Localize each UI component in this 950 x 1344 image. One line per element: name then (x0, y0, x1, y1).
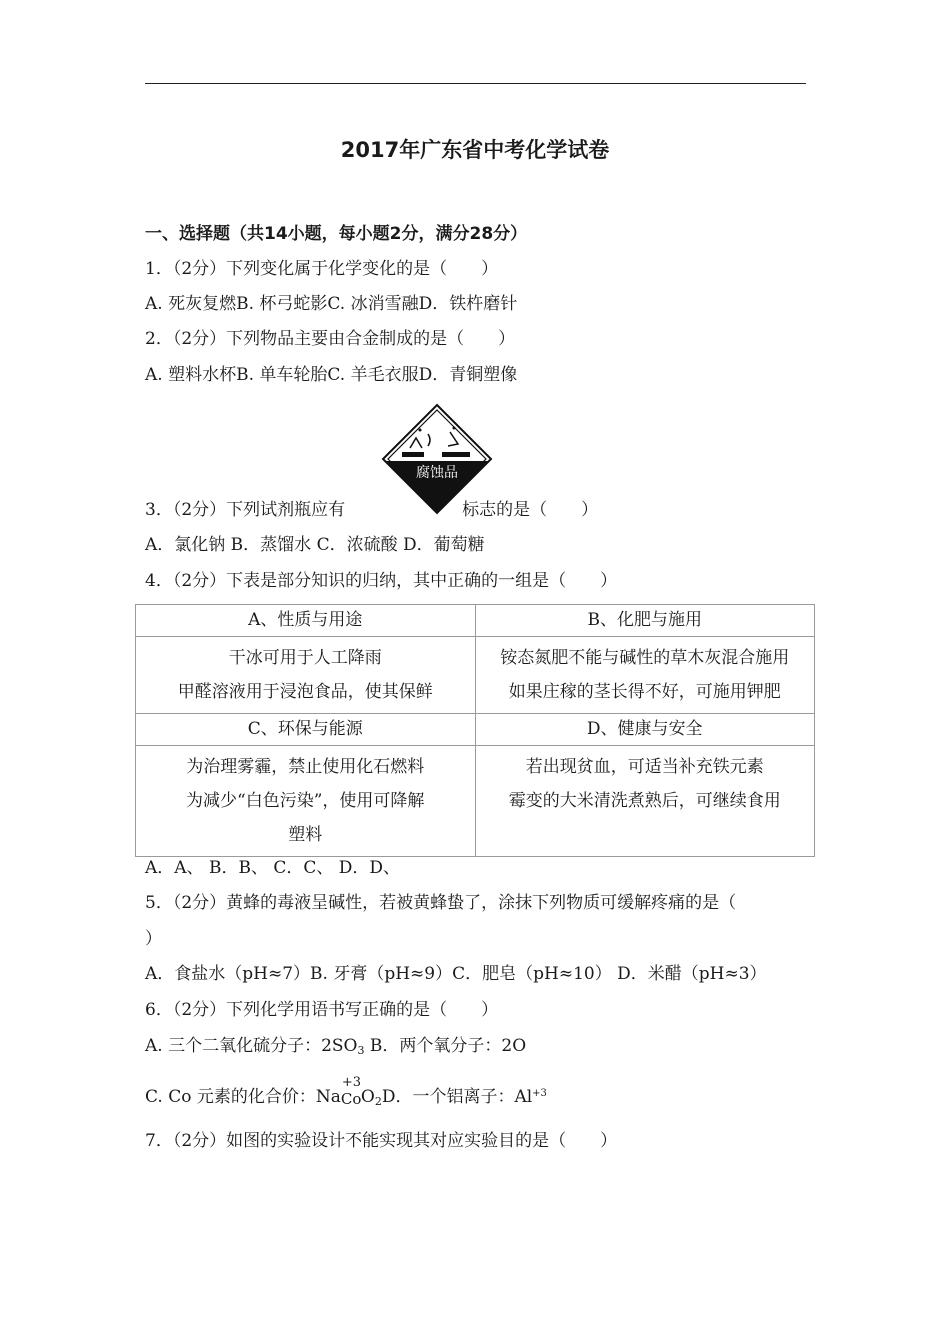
table-cell-c (136, 746, 476, 857)
table-head-d: D、健康与安全 (475, 714, 815, 746)
q6-stem: 6．（2分）下列化学用语书写正确的是（ ） (145, 1000, 499, 1020)
cell-a-line-2: 甲醛溶液用于浸泡食品，使其保鲜 (177, 682, 433, 702)
q7-stem: 7．（2分）如图的实验设计不能实现其对应实验目的是（ ） (145, 1131, 618, 1151)
q3-stem-after: 标志的是（ ） (462, 500, 599, 520)
page-title: 2017年广东省中考化学试卷 (340, 138, 610, 162)
q6-opt-d: D．一个铝离子：Al (381, 1087, 533, 1107)
q5-stem: 5．（2分）黄蜂的毒液呈碱性，若被黄蜂蛰了，涂抹下列物质可缓解疼痛的是（ (145, 893, 737, 913)
cell-b-line-1: 铵态氮肥不能与碱性的草木灰混合施用 (500, 648, 790, 668)
table-cell-b (475, 637, 815, 714)
cell-b-line-2: 如果庄稼的茎长得不好，可施用钾肥 (508, 682, 781, 702)
table-cell-d (475, 746, 815, 857)
q3-stem-before: 3．（2分）下列试剂瓶应有 (145, 500, 346, 520)
q3-stem (145, 499, 598, 521)
valence-mark (340, 1075, 362, 1108)
header-rule (145, 83, 806, 84)
q6-opt-c-tail: O (360, 1087, 375, 1107)
q5-options: A．食盐水（pH≈7）B. 牙膏（pH≈9）C．肥皂（pH≈10） D．米醋（pH≈3） (145, 964, 767, 984)
table-head-b: B、化肥与施用 (475, 605, 815, 637)
q5-stem-cont: ） (145, 929, 162, 949)
q6-opt-a-sub: 3 (357, 1044, 365, 1057)
table-head-c: C、环保与能源 (136, 714, 476, 746)
cell-d-line-2: 霉变的大米清洗煮熟后，可继续食用 (508, 791, 781, 811)
q3-options: A．氯化钠 B．蒸馏水 C．浓硫酸 D．葡萄糖 (145, 535, 485, 555)
cell-a-line-1: 干冰可用于人工降雨 (228, 648, 382, 668)
q6-opt-b: B．两个氧分子：2O (364, 1036, 527, 1056)
q2-options: A. 塑料水杯B. 单车轮胎C. 羊毛衣服D．青铜塑像 (145, 365, 518, 385)
q6-opt-d-sup: +3 (532, 1088, 547, 1099)
knowledge-table (135, 604, 815, 857)
table-cell-a (136, 637, 476, 714)
q4-options: A．A、 B．B、 C．C、 D．D、 (145, 858, 401, 878)
q1-stem: 1．（2分）下列变化属于化学变化的是（ ） (145, 259, 499, 279)
q6-opt-c: C. Co 元素的化合价：Na (145, 1087, 341, 1107)
cell-c-line-1: 为治理雾霾，禁止使用化石燃料 (186, 757, 425, 777)
q2-stem: 2．（2分）下列物品主要由合金制成的是（ ） (145, 329, 516, 349)
q6-options-ab (145, 1035, 526, 1062)
valence-value: +3 (341, 1075, 362, 1090)
q1-options: A. 死灰复燃B. 杯弓蛇影C. 冰消雪融D．铁杵磨针 (145, 294, 518, 314)
q4-stem: 4．（2分）下表是部分知识的归纳，其中正确的一组是（ ） (145, 571, 618, 591)
cell-c-line-2: 为减少“白色污染”，使用可降解 (186, 791, 425, 811)
q6-opt-c-sub: 2 (374, 1095, 382, 1108)
section-heading: 一、选择题（共14小题，每小题2分，满分28分） (145, 224, 528, 244)
table-head-a: A、性质与用途 (136, 605, 476, 637)
cell-c-line-3: 塑料 (288, 825, 323, 845)
cell-d-line-1: 若出现贫血，可适当补充铁元素 (525, 757, 764, 777)
sign-label: 腐蚀品 (416, 465, 458, 481)
q6-options-cd (145, 1075, 547, 1113)
q6-opt-a: A. 三个二氧化硫分子：2SO (145, 1036, 358, 1056)
valence-element: Co (340, 1090, 362, 1108)
